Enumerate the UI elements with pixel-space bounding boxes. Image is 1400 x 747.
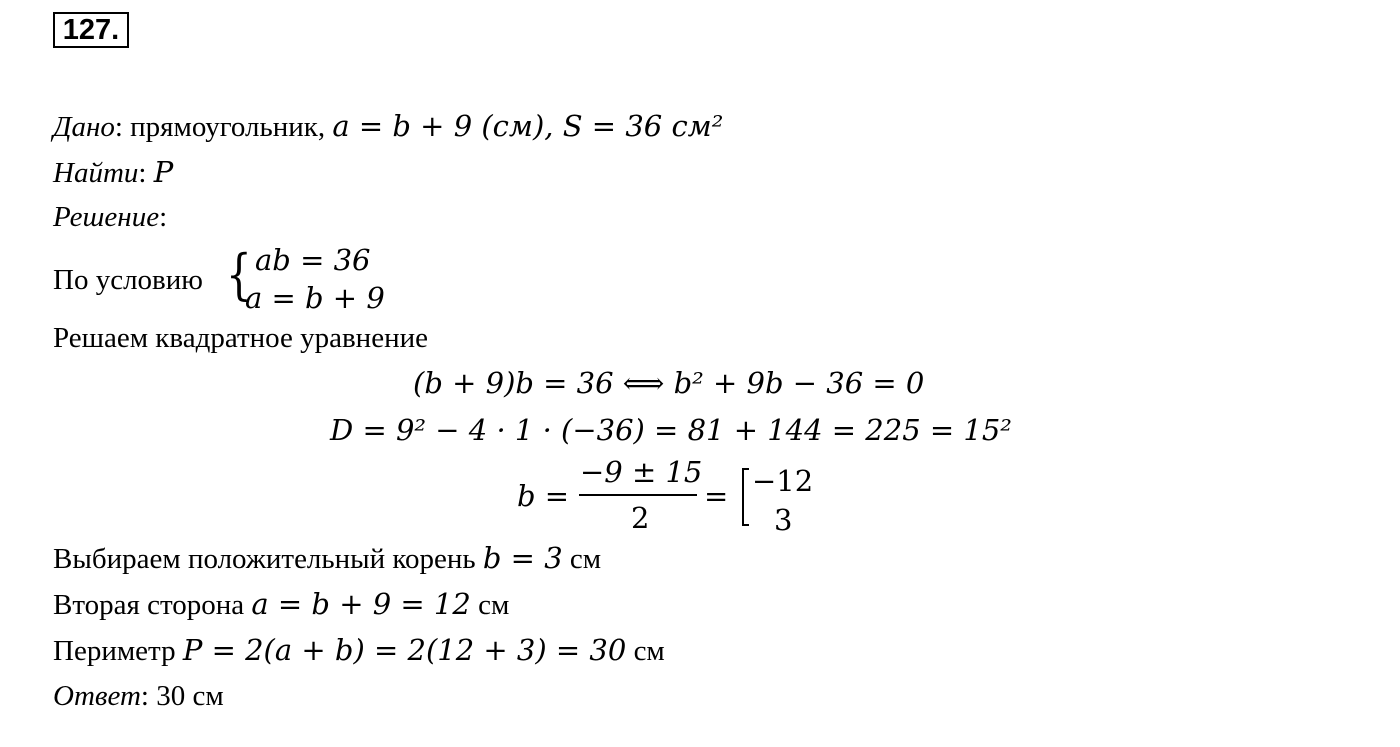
discriminant-equation: D = 9² − 4 · 1 · (−36) = 81 + 144 = 225 = 15² bbox=[330, 413, 1012, 447]
system-brace: { bbox=[226, 243, 252, 306]
second-side-line bbox=[53, 587, 510, 621]
positive-root-text: Выбираем положительный корень bbox=[53, 543, 483, 575]
positive-root-unit: см bbox=[562, 543, 602, 575]
second-side-unit: см bbox=[470, 589, 510, 621]
find-value: P bbox=[153, 155, 174, 189]
condition-prefix: По условию bbox=[53, 264, 203, 296]
roots-numerator: −9 ± 15 bbox=[580, 455, 703, 489]
perimeter-line bbox=[53, 633, 665, 667]
problem-number: 127. bbox=[53, 12, 129, 48]
find-colon: : bbox=[138, 157, 154, 189]
root-1: −12 bbox=[752, 464, 814, 498]
given-label: Дано bbox=[53, 111, 115, 143]
system-eq2: a = b + 9 bbox=[245, 281, 385, 315]
solution-line bbox=[53, 203, 167, 232]
fraction-bar bbox=[579, 494, 697, 496]
find-label: Найти bbox=[53, 157, 139, 189]
main-equation: (b + 9)b = 36 ⟺ b² + 9b − 36 = 0 bbox=[413, 366, 925, 400]
answer-value: : 30 см bbox=[140, 680, 224, 712]
given-line bbox=[53, 109, 724, 143]
solution-colon: : bbox=[159, 201, 168, 233]
given-formula: a = b + 9 (см), S = 36 см² bbox=[332, 109, 724, 143]
roots-eq-sign: = bbox=[704, 479, 729, 513]
roots-bracket bbox=[742, 468, 749, 526]
answer-line bbox=[53, 682, 224, 711]
system-eq1: ab = 36 bbox=[255, 243, 371, 277]
roots-denominator: 2 bbox=[631, 501, 650, 535]
root-2: 3 bbox=[774, 503, 793, 537]
perimeter-text: Периметр bbox=[53, 635, 183, 667]
second-side-text: Вторая сторона bbox=[53, 589, 252, 621]
perimeter-unit: см bbox=[626, 635, 665, 667]
find-line bbox=[53, 155, 174, 189]
positive-root-formula: b = 3 bbox=[482, 541, 563, 575]
answer-label: Ответ bbox=[53, 680, 141, 712]
perimeter-formula: P = 2(a + b) = 2(12 + 3) = 30 bbox=[182, 633, 627, 667]
solution-label: Решение bbox=[53, 201, 160, 233]
second-side-formula: a = b + 9 = 12 bbox=[251, 587, 471, 621]
solve-quadratic-line: Решаем квадратное уравнение bbox=[53, 322, 428, 354]
positive-root-line bbox=[53, 541, 602, 575]
given-text: : прямоугольник, bbox=[114, 111, 333, 143]
roots-lhs: b = bbox=[517, 479, 570, 513]
